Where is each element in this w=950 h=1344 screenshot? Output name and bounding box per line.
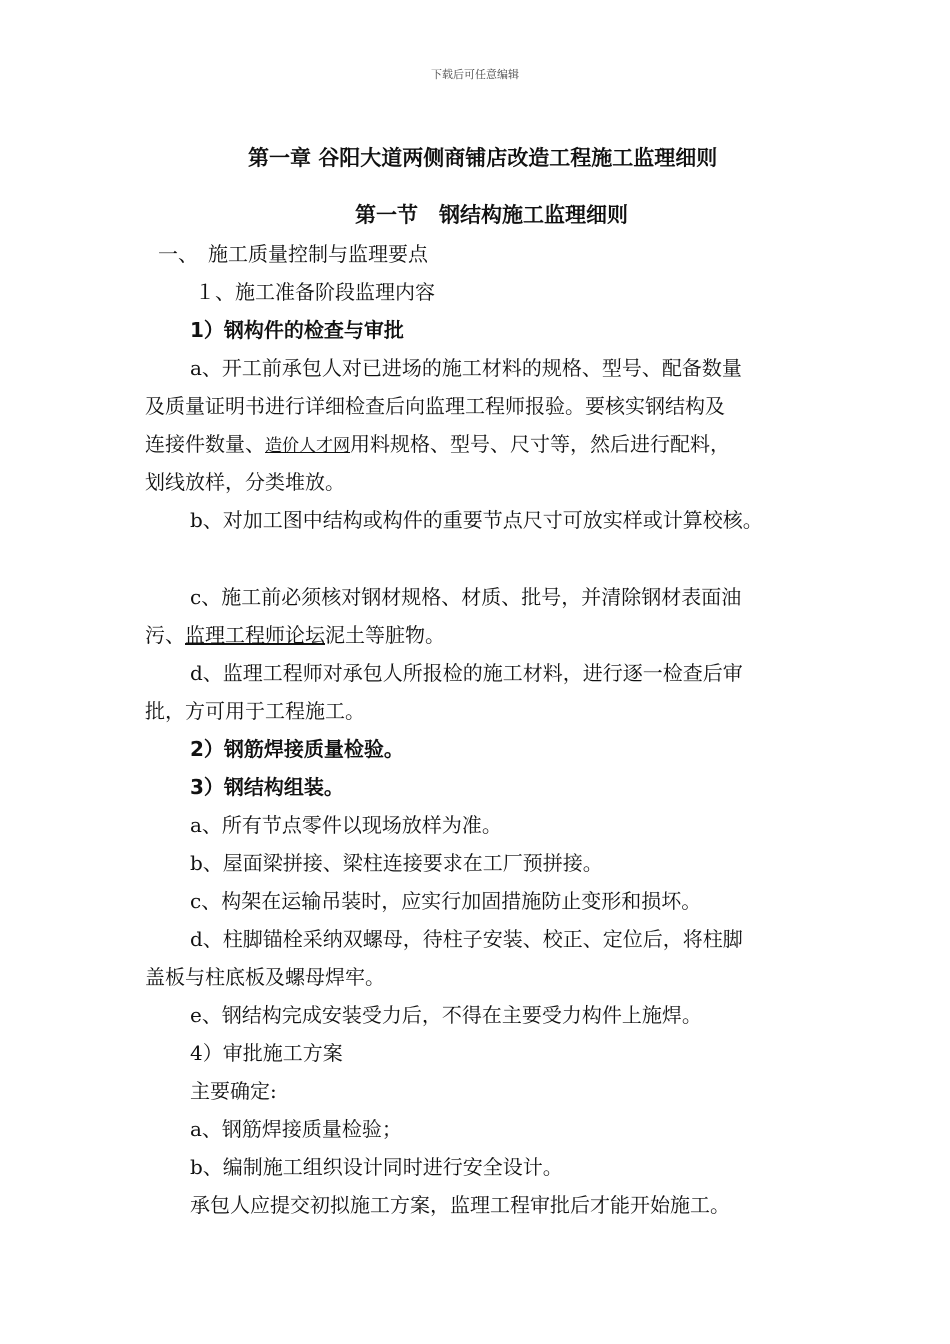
text-span: 污、 bbox=[145, 623, 185, 647]
paragraph-line: d、监理工程师对承包人所报检的施工材料，进行逐一检查后审 bbox=[190, 661, 743, 685]
heading-rebar-welding: 2）钢筋焊接质量检验。 bbox=[190, 737, 404, 761]
chapter-title: 第一章 谷阳大道两侧商铺店改造工程施工监理细则 bbox=[248, 146, 718, 170]
paragraph-line: c、构架在运输吊装时，应实行加固措施防止变形和损坏。 bbox=[190, 889, 702, 913]
paragraph-line: 承包人应提交初拟施工方案，监理工程审批后才能开始施工。 bbox=[190, 1193, 730, 1217]
supervision-forum-link[interactable]: 监理工程师论坛 bbox=[185, 623, 325, 647]
paragraph-line: 及质量证明书进行详细检查后向监理工程师报验。要核实钢结构及 bbox=[145, 394, 725, 418]
text-span: 用料规格、型号、尺寸等，然后进行配料， bbox=[350, 432, 730, 456]
paragraph-line: a、开工前承包人对已进场的施工材料的规格、型号、配备数量 bbox=[190, 356, 742, 380]
paragraph-line: 批，方可用于工程施工。 bbox=[145, 699, 365, 723]
heading-component-inspection: 1）钢构件的检查与审批 bbox=[190, 318, 404, 342]
paragraph-line: 主要确定: bbox=[190, 1079, 277, 1103]
heading-construction-plan: 4）审批施工方案 bbox=[190, 1041, 343, 1065]
text-span: 连接件数量、 bbox=[145, 432, 265, 456]
paragraph-line: d、柱脚锚栓采纳双螺母，待柱子安装、校正、定位后，将柱脚 bbox=[190, 927, 743, 951]
paragraph-line: b、屋面梁拼接、梁柱连接要求在工厂预拼接。 bbox=[190, 851, 603, 875]
paragraph-line: 划线放样，分类堆放。 bbox=[145, 470, 345, 494]
heading-preparation-stage: １、施工准备阶段监理内容 bbox=[195, 280, 435, 304]
paragraph-line bbox=[145, 623, 445, 647]
section-title: 第一节 钢结构施工监理细则 bbox=[355, 203, 628, 227]
paragraph-line: e、钢结构完成安装受力后，不得在主要受力构件上施焊。 bbox=[190, 1003, 702, 1027]
paragraph-line: a、钢筋焊接质量检验； bbox=[190, 1117, 402, 1141]
heading-steel-assembly: 3）钢结构组装。 bbox=[190, 775, 344, 799]
paragraph-line: a、所有节点零件以现场放样为准。 bbox=[190, 813, 502, 837]
paragraph-line: b、对加工图中结构或构件的重要节点尺寸可放实样或计算校核。 bbox=[190, 508, 763, 532]
paragraph-line: 盖板与柱底板及螺母焊牢。 bbox=[145, 965, 385, 989]
paragraph-line: c、施工前必须核对钢材规格、材质、批号，并清除钢材表面油 bbox=[190, 585, 742, 609]
paragraph-line: b、编制施工组织设计同时进行安全设计。 bbox=[190, 1155, 563, 1179]
text-span: 泥土等脏物。 bbox=[325, 623, 445, 647]
page-header: 下载后可任意编辑 bbox=[431, 68, 519, 81]
cost-talent-link[interactable]: 造价人才网 bbox=[265, 436, 350, 456]
paragraph-line bbox=[145, 432, 730, 458]
heading-quality-control: 一、 施工质量控制与监理要点 bbox=[158, 242, 428, 266]
